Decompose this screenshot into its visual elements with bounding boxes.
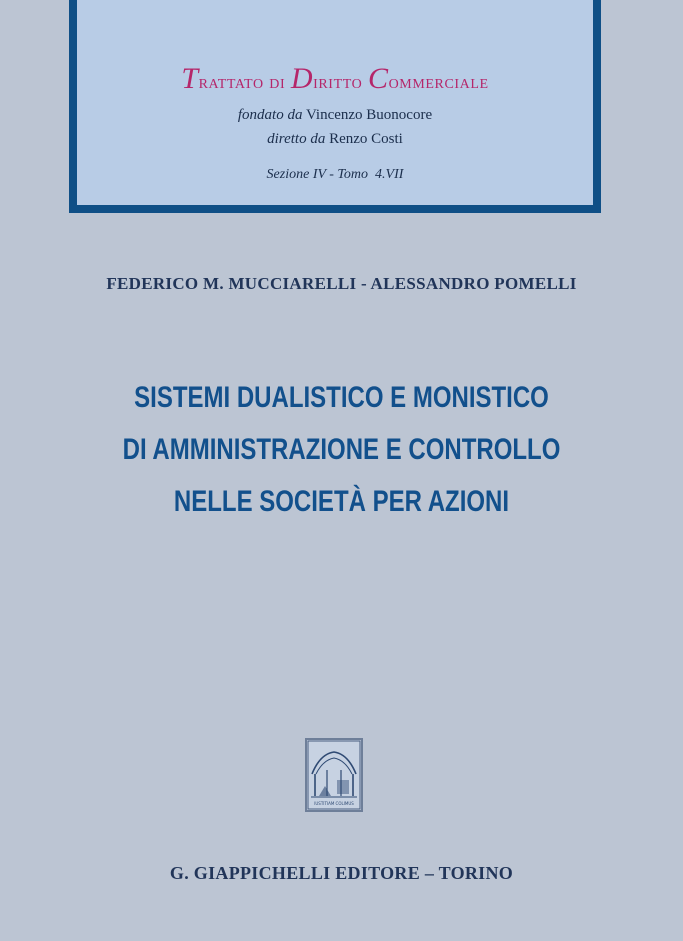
publisher-logo-icon bbox=[305, 738, 363, 812]
directed-label: diretto da bbox=[267, 131, 326, 147]
series-title bbox=[77, 64, 593, 94]
series-title-rest-1: rattato di bbox=[198, 71, 291, 93]
director-line bbox=[77, 132, 593, 147]
director-name: Renzo Costi bbox=[329, 131, 403, 147]
founder-line bbox=[77, 108, 593, 123]
series-frame bbox=[69, 0, 601, 213]
book-title-line-3: NELLE SOCIETÀ PER AZIONI bbox=[173, 485, 510, 518]
series-title-rest-3: ommerciale bbox=[388, 71, 489, 93]
book-title-line-2: DI AMMINISTRAZIONE E CONTROLLO bbox=[122, 433, 561, 466]
section-line: Sezione IV - Tomo 4.VII bbox=[266, 167, 404, 182]
series-title-cap-2: D bbox=[290, 62, 314, 95]
founded-label: fondato da bbox=[237, 107, 303, 123]
series-panel bbox=[77, 0, 593, 205]
authors: FEDERICO M. MUCCIARELLI - ALESSANDRO POMELLI bbox=[106, 274, 577, 293]
founder-name: Vincenzo Buonocore bbox=[305, 107, 433, 123]
logo-motto: IUSTITIAM COLIMUS bbox=[314, 801, 354, 806]
series-title-rest-2: iritto bbox=[313, 71, 368, 93]
series-title-cap-3: C bbox=[367, 62, 389, 95]
series-title-cap-1: T bbox=[181, 62, 199, 95]
publisher-name: G. GIAPPICHELLI EDITORE – TORINO bbox=[169, 863, 514, 883]
book-title bbox=[68, 372, 614, 528]
book-title-line-1: SISTEMI DUALISTICO E MONISTICO bbox=[134, 381, 549, 414]
